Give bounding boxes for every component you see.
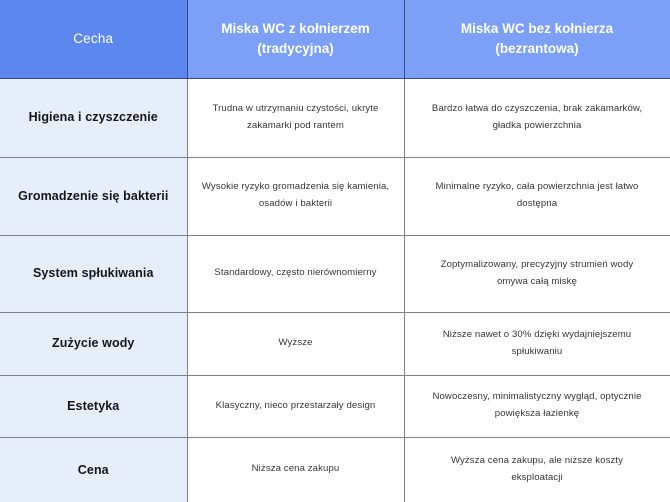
column-header-rimmed-line1: Miska WC z kołnierzem <box>221 20 370 36</box>
row-label-hygiene: Higiena i czyszczenie <box>0 78 187 157</box>
row-label-bacteria: Gromadzenie się bakterii <box>0 157 187 235</box>
table-row <box>0 157 670 235</box>
table-row <box>0 312 670 375</box>
cell-rimless-hygiene: Bardzo łatwa do czyszczenia, brak zakamarków, gładka powierzchnia <box>404 78 670 157</box>
cell-rimmed-bacteria: Wysokie ryzyko gromadzenia się kamienia, osadów i bakterii <box>187 157 404 235</box>
cell-rimless-bacteria: Minimalne ryzyko, cała powierzchnia jest łatwo dostępna <box>404 157 670 235</box>
table-header <box>0 0 670 78</box>
column-header-rimless-line1: Miska WC bez kołnierza <box>460 20 614 36</box>
column-header-rimless-line2: (bezrantowa) <box>495 40 579 56</box>
cell-rimmed-aesthetics: Klasyczny, nieco przestarzały design <box>187 375 404 437</box>
cell-rimless-aesthetics: Nowoczesny, minimalistyczny wygląd, optycznie powiększa łazienkę <box>404 375 670 437</box>
column-header-feature: Cecha <box>0 0 187 78</box>
table-row <box>0 78 670 157</box>
column-header-rimless <box>404 0 670 78</box>
table-body <box>0 78 670 502</box>
header-row <box>0 0 670 78</box>
table-row <box>0 437 670 502</box>
cell-rimless-flush-system: Zoptymalizowany, precyzyjny strumień wody omywa całą miskę <box>404 235 670 312</box>
row-label-aesthetics: Estetyka <box>0 375 187 437</box>
cell-rimmed-price: Niższa cena zakupu <box>187 437 404 502</box>
cell-rimmed-flush-system: Standardowy, często nierównomierny <box>187 235 404 312</box>
row-label-price: Cena <box>0 437 187 502</box>
cell-rimmed-hygiene: Trudna w utrzymaniu czystości, ukryte zakamarki pod rantem <box>187 78 404 157</box>
column-header-rimmed <box>187 0 404 78</box>
cell-rimless-price: Wyższa cena zakupu, ale niższe koszty eksploatacji <box>404 437 670 502</box>
cell-rimless-water-usage: Niższe nawet o 30% dzięki wydajniejszemu spłukiwaniu <box>404 312 670 375</box>
column-header-rimmed-line2: (tradycyjna) <box>257 40 334 56</box>
row-label-water-usage: Zużycie wody <box>0 312 187 375</box>
table-row <box>0 235 670 312</box>
cell-rimmed-water-usage: Wyższe <box>187 312 404 375</box>
row-label-flush-system: System spłukiwania <box>0 235 187 312</box>
table-row <box>0 375 670 437</box>
